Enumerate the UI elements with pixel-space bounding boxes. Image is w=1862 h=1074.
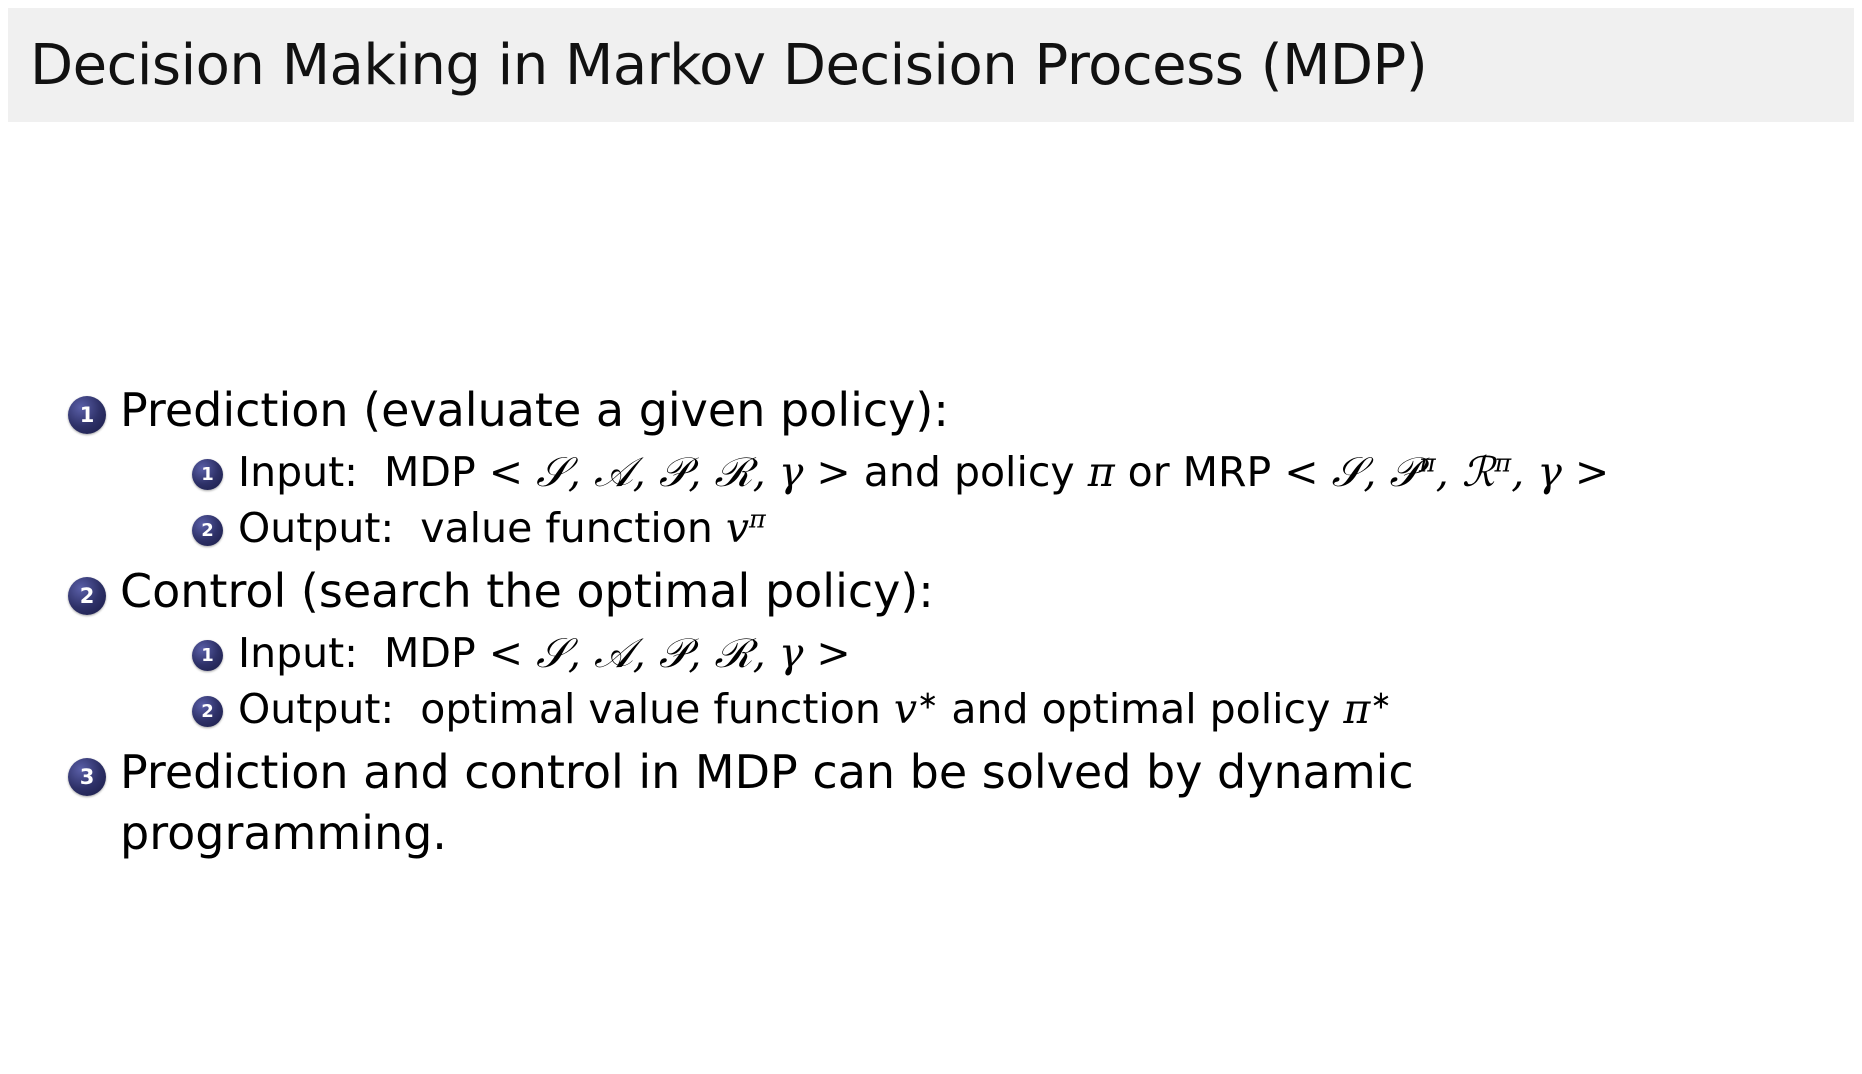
list-item [0,445,1862,499]
badge-number: 3 [68,758,106,796]
list-item [0,626,1862,680]
list-number-badge [192,696,228,727]
list-number-badge [192,640,228,671]
sub-list [0,626,1862,736]
list-item [0,501,1862,555]
list-item-text: Control (search the optimal policy): [120,563,934,618]
badge-number: 1 [68,396,106,434]
badge-number: 1 [192,640,223,671]
list-number-badge [68,396,112,434]
list-item-text: Prediction (evaluate a given policy): [120,383,949,437]
sub-list [0,445,1862,555]
badge-number: 2 [68,577,106,615]
list-item [0,742,1862,863]
list-number-badge [68,758,112,796]
slide-title-bar [8,8,1854,122]
list-item-text: Input: MDP < 𝒮, 𝒜, 𝒫, ℛ, γ > [238,628,851,677]
list-item [0,380,1862,441]
list-item-text: Prediction and control in MDP can be solved by dynamic programming. [120,744,1414,860]
list-item-text: Output: value function $v^\pi$ [238,503,766,552]
badge-number: 2 [192,696,223,727]
slide-content [0,380,1862,867]
list-item-text: Input: MDP < 𝒮, 𝒜, 𝒫, ℛ, γ > and policy π or MRP < 𝒮, 𝒫$^\pi$, ℛ$^\pi$, γ > [238,447,1610,496]
list-number-badge [192,459,228,490]
list-item [0,561,1862,622]
badge-number: 2 [192,515,223,546]
page-title: Decision Making in Markov Decision Process (MDP) [30,32,1428,98]
list-item [0,682,1862,736]
list-number-badge [192,515,228,546]
list-number-badge [68,577,112,615]
badge-number: 1 [192,459,223,490]
list-item-text: Output: optimal value function v∗ and optimal policy π∗ [238,684,1392,733]
